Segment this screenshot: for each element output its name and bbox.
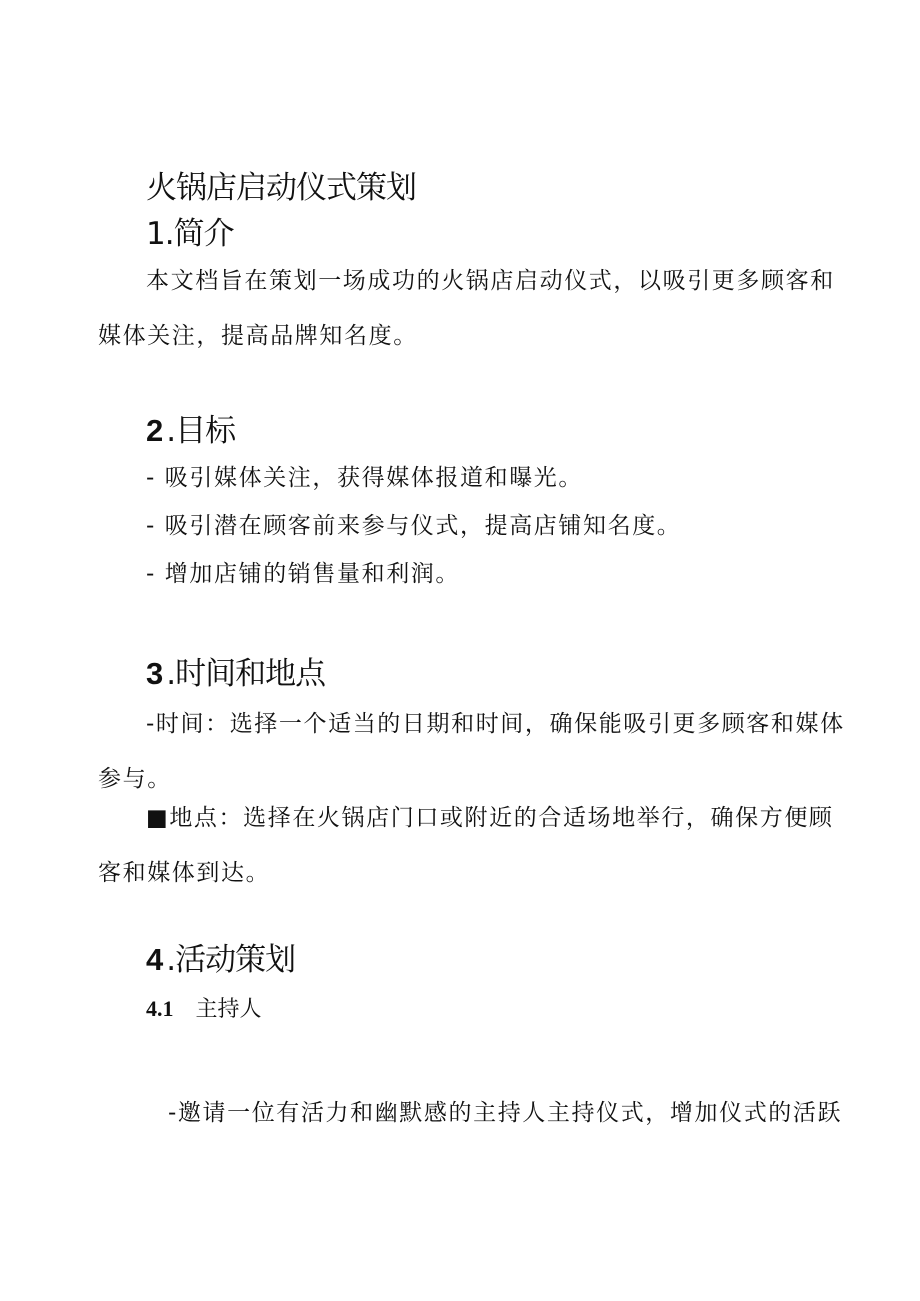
section-3-number: 3 [146, 656, 163, 691]
time-line: 参与。 [98, 766, 172, 792]
section-1-heading [146, 214, 234, 254]
goal-bullet: - 吸引潜在顾客前来参与仪式，提高店铺知名度。 [146, 513, 682, 539]
section-3-heading [146, 654, 325, 694]
section-1-title: 简介 [173, 216, 234, 252]
section-2-heading [146, 411, 235, 451]
time-line: -时间：选择一个适当的日期和时间，确保能吸引更多顾客和媒体 [146, 711, 845, 737]
subsection-4-1-number: 4.1 [146, 996, 174, 1021]
place-line: 客和媒体到达。 [98, 860, 271, 886]
host-paragraph: -邀请一位有活力和幽默感的主持人主持仪式，增加仪式的活跃 [168, 1100, 843, 1126]
place-line: ■地点：选择在火锅店门口或附近的合适场地举行，确保方便顾 [146, 805, 834, 831]
document-title: 火锅店启动仪式策划 [146, 170, 416, 206]
goal-bullet: - 增加店铺的销售量和利润。 [146, 561, 461, 587]
section-4-number: 4 [146, 942, 163, 977]
section-4-heading [146, 940, 295, 980]
subsection-4-1-title: 主持人 [195, 997, 262, 1022]
goal-bullet: - 吸引媒体关注，获得媒体报道和曝光。 [146, 465, 584, 491]
section-4-title: .活动策划 [166, 942, 296, 978]
section-2-title: .目标 [166, 413, 236, 449]
paragraph-line: 媒体关注，提高品牌知名度。 [98, 323, 418, 349]
section-2-number: 2 [146, 413, 163, 448]
section-1-number: 1. [146, 216, 174, 252]
section-3-title: .时间和地点 [166, 656, 326, 692]
subsection-4-1-heading [146, 994, 262, 1025]
paragraph-line: 本文档旨在策划一场成功的火锅店启动仪式，以吸引更多顾客和 [146, 268, 835, 294]
place-paragraph [98, 791, 834, 901]
section-1-paragraph [98, 254, 835, 364]
